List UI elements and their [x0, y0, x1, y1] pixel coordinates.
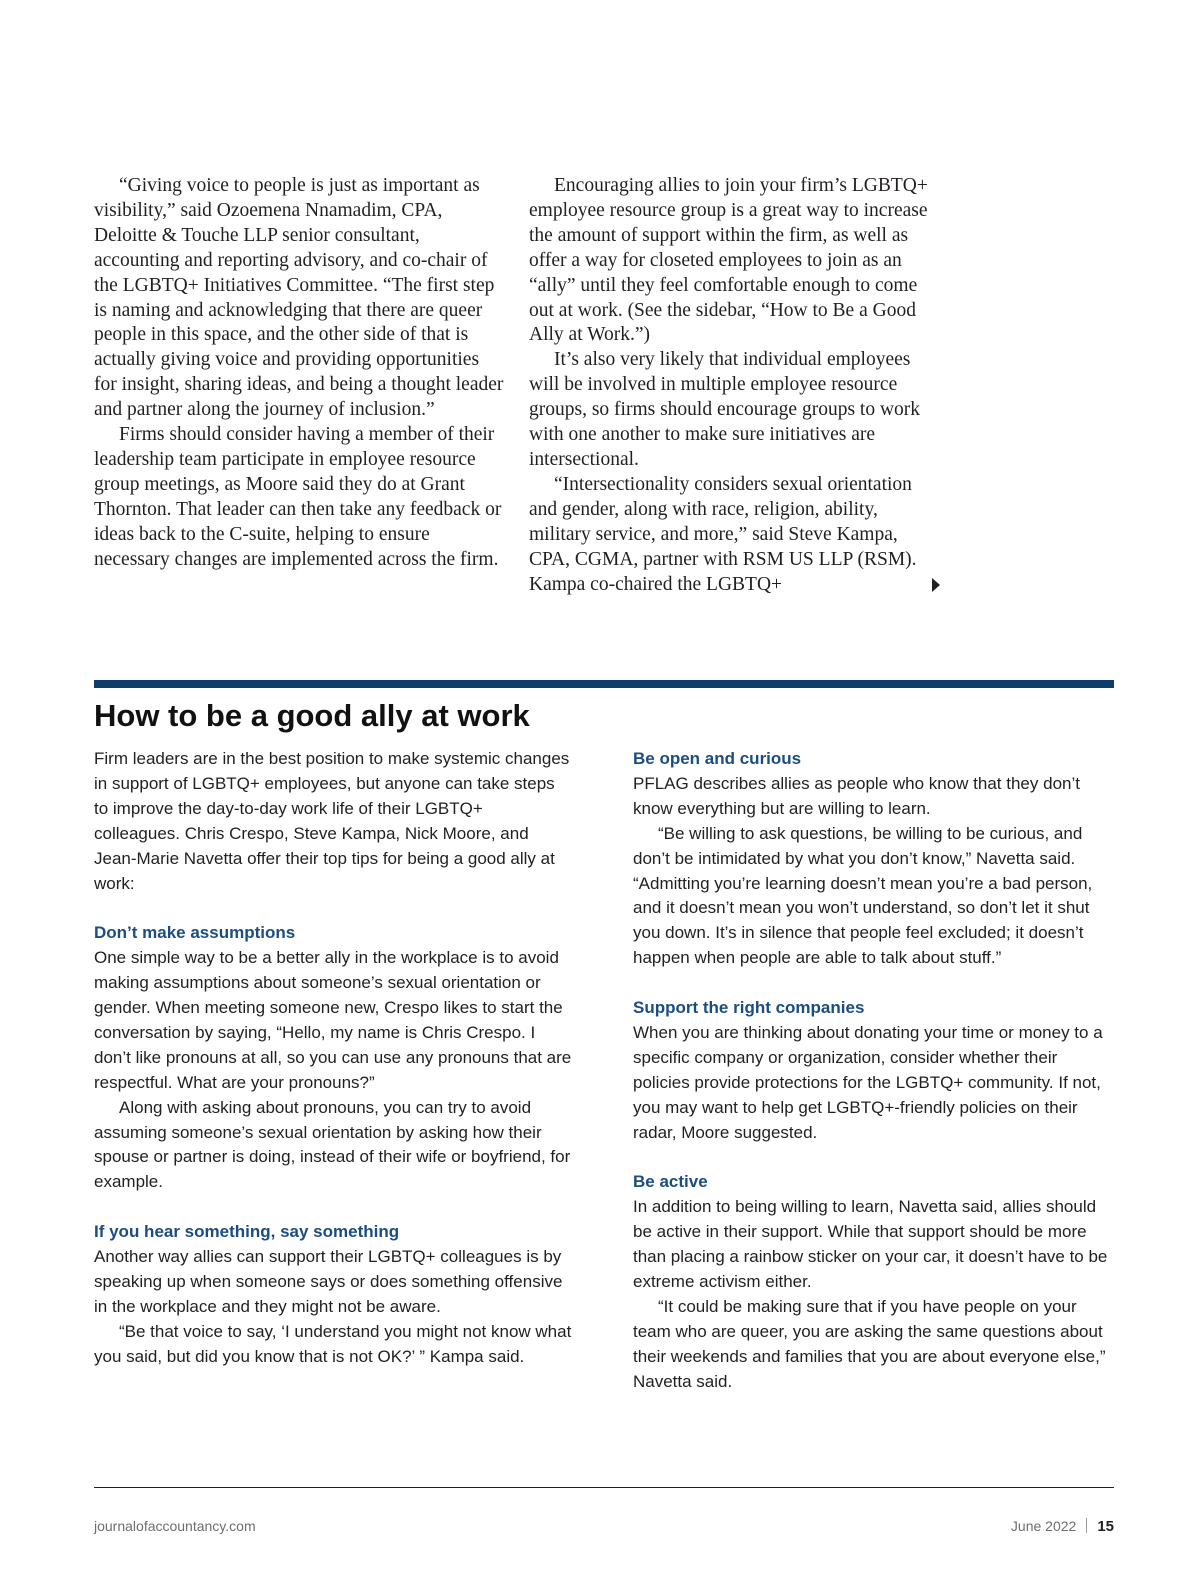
section-paragraph: “Be willing to ask questions, be willing to be curious, and don’t be intimidated by what you don’t know,” Navetta said. “Admitting you’re learning doesn’t mean you’re a bad person, and it doesn’t mean you won’t understand, so don’t let it shut you down. It’s in silence that people feel excluded; it doesn’t happen when people are able to talk about stuff.”	[633, 823, 1093, 968]
continue-arrow-icon	[932, 578, 940, 592]
section-heading: Don’t make assumptions	[94, 923, 296, 943]
article-paragraph: “Giving voice to people is just as important as visibility,” said Ozoemena Nnamadim, CPA, Deloitte & Touche LLP senior consultant, accounting and reporting advisory, and co-chair of the LGBTQ+ Initiatives Committee. “The first step is naming and acknowledging that there are queer people in this space, and the other side of that is actually giving voice and providing opportunities for insight, sharing ideas, and being a thought leader and partner along the journey of inclusion.”	[94, 175, 504, 421]
sidebar-left-column	[94, 747, 572, 1370]
section-heading: If you hear something, say something	[94, 1222, 400, 1242]
footer-separator	[1086, 1518, 1087, 1533]
sidebar-intro: Firm leaders are in the best position to make systemic changes in support of LGBTQ+ employees, but anyone can take steps to improve the day-to-day work life of their LGBTQ+ colleagues. Chris Crespo, Steve Kampa, Nick Moore, and Jean-Marie Navetta offer their top tips for being a good ally at work:	[94, 749, 570, 893]
article-paragraph: It’s also very likely that individual employees will be involved in multiple employee resource groups, so firms should encourage groups to work with one another to make sure initiatives are intersectional.	[529, 349, 921, 470]
section-heading: Be active	[633, 1172, 708, 1192]
footer-issue	[1011, 1518, 1114, 1535]
article-paragraph: Firms should consider having a member of their leadership team participate in employee resource group meetings, as Moore said they do at Grant Thornton. That leader can then take any feedback or ideas back to the C-suite, helping to ensure necessary changes are implemented across the firm.	[94, 424, 502, 570]
section-paragraph: “It could be making sure that if you have people on your team who are queer, you are asking the same questions about their weekends and families that you are about everyone else,” Navetta said.	[633, 1296, 1106, 1391]
footer-rule	[94, 1487, 1114, 1488]
section-heading: Support the right companies	[633, 998, 865, 1018]
section-paragraph: Along with asking about pronouns, you can try to avoid assuming someone’s sexual orientation by asking how their spouse or partner is doing, instead of their wife or boyfriend, for example.	[94, 1097, 571, 1192]
section-paragraph: “Be that voice to say, ‘I understand you might not know what you said, but did you know that is not OK?’ ” Kampa said.	[94, 1321, 572, 1366]
sidebar-top-bar	[94, 680, 1114, 688]
article-right-column	[529, 174, 934, 597]
article-left-column	[94, 174, 506, 573]
article-paragraph: Encouraging allies to join your firm’s LGBTQ+ employee resource group is a great way to increase the amount of support within the firm, as well as offer a way for closeted employees to join as an “ally” until they feel comfortable enough to come out at work. (See the sidebar, “How to Be a Good Ally at Work.”)	[529, 175, 928, 346]
section-paragraph: PFLAG describes allies as people who know that they don’t know everything but are willing to learn.	[633, 773, 1080, 818]
section-paragraph: One simple way to be a better ally in the workplace is to avoid making assumptions about someone’s sexual orientation or gender. When meeting someone new, Crespo likes to start the conversation by saying, “Hello, my name is Chris Crespo. I don’t like pronouns at all, so you can use any pronouns that are respectful. What are your pronouns?”	[94, 948, 572, 1092]
section-paragraph: Another way allies can support their LGBTQ+ colleagues is by speaking up when someone says or does something offensive in the workplace and they might not be aware.	[94, 1247, 563, 1316]
footer-issue-date: June 2022	[1010, 1518, 1077, 1534]
section-paragraph: When you are thinking about donating your time or money to a specific company or organization, consider whether their policies provide protections for the LGBTQ+ community. If not, you may want to help get LGBTQ+-friendly policies on their radar, Moore suggested.	[633, 1022, 1103, 1142]
sidebar-title: How to be a good ally at work	[94, 698, 530, 733]
article-paragraph: “Intersectionality considers sexual orientation and gender, along with race, religion, ability, military service, and more,” said Steve Kampa, CPA, CGMA, partner with RSM US LLP (RSM). Kampa co-chaired the LGBTQ+	[529, 473, 917, 595]
sidebar-right-column	[633, 747, 1117, 1395]
footer-site: journalofaccountancy.com	[94, 1518, 256, 1534]
section-heading: Be open and curious	[633, 749, 802, 768]
page-number: 15	[1097, 1518, 1114, 1535]
section-paragraph: In addition to being willing to learn, Navetta said, allies should be active in their support. While that support should be more than placing a rainbow sticker on your car, it doesn’t have to be extreme activism either.	[633, 1197, 1108, 1291]
